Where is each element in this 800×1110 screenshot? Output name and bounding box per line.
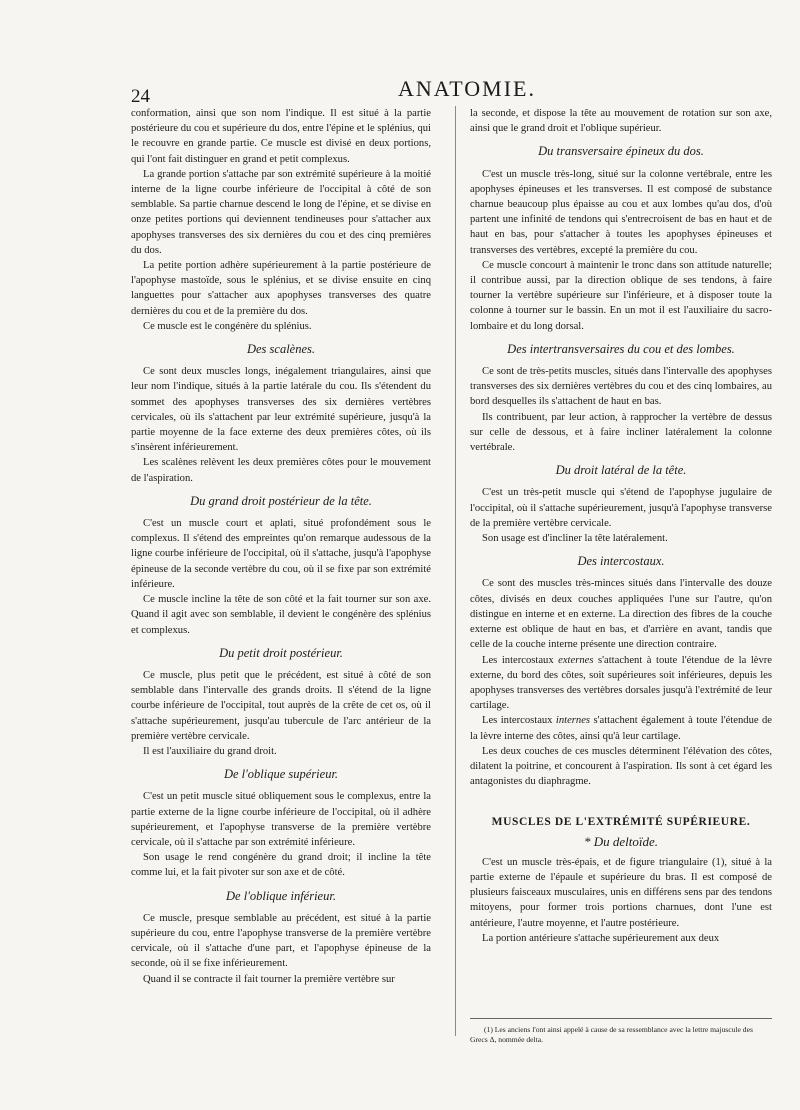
right-column [470,106,772,946]
chapter-heading: MUSCLES DE L'EXTRÉMITÉ SUPÉRIEURE. [491,816,751,829]
paragraph: La portion antérieure s'attache supérieurement aux deux [482,932,720,944]
section-heading-intertransversaires: Des intertransversaires du cou et des lombes. [507,341,735,356]
paragraph: Ce muscle concourt à maintenir le tronc dans son attitude naturelle; il contribue aussi, par la direction oblique de ses tendons, à faire tourner la vertèbre supérieure sur l'inférieure, et à disposer toute la colonne à tourner sur le bassin. En un mot il est l'auxiliaire du sacro-lombaire et du long dorsal. [470,259,772,332]
paragraph: Quand il se contracte il fait tourner la première vertèbre sur [143,973,395,985]
text-run: s'attachent à toute l'étendue de la lèvre externe, du bord des côtes, soit supérieures soit inférieures, depuis les apophyses transverses des vertèbres dorsales jusqu'à l'extrémité de leur cartilage. [470,654,772,712]
paragraph: La grande portion s'attache par son extrémité supérieure à la moitié interne de la ligne courbe inférieure de l'occipital à côté de son semblable. Sa partie charnue descend le long de l'épine, et se divise en onze petites portions qui deviennent tendineuses pour s'attacher aux apophyses transverses des six dernières du cou et des cinq premières du dos. [131,168,431,256]
section-heading-oblique-inferieur: De l'oblique inférieur. [226,888,336,903]
text-run: s'attachent également à toute l'étendue de la lèvre interne des côtes, ainsi qu'à leur cartilage. [470,715,772,742]
paragraph: Ce muscle, plus petit que le précédent, est situé à côté de son semblable dans l'intervalle des grands droits. Il s'étend de la ligne courbe inférieure de l'occipital, tout auprès de la crête de cet os, où il s'attache supérieurement, jusqu'au tubercule de l'arc antérieur de la première vertèbre cervicale. [131,669,431,742]
paragraph: Ce sont deux muscles longs, inégalement triangulaires, ainsi que leur nom l'indique, situés à la partie latérale du cou. Ils s'étendent du sommet des apophyses transverses des six dernières vertèbres cervicales, où ils s'attachent par leur extrémité supérieure, jusqu'à la partie moyenne de la face externe des deux premières côtes, où ils s'insèrent inférieurement. [131,366,431,454]
paragraph: Ce muscle incline la tête de son côté et la fait tourner sur son axe. Quand il agit avec son semblable, il devient le congénère des splénius et complexus. [131,594,431,636]
section-heading-intercostaux: Des intercostaux. [577,554,665,569]
column-divider [455,106,456,1036]
section-heading-deltoide: * Du deltoïde. [583,833,658,849]
paragraph: Il est l'auxiliaire du grand droit. [143,745,277,757]
paragraph: C'est un muscle court et aplati, situé profondément sous le complexus. Il s'étend des empreintes qu'on remarque audessous de la ligne courbe inférieure de l'occipital, où il s'attache, jusqu'à l'apophyse épineuse de la seconde vertèbre du cou, où il se fixe par son extrémité inférieure. [131,518,431,590]
section-heading-grand-droit: Du grand droit postérieur de la tête. [190,493,372,508]
paragraph: Son usage est d'incliner la tête latéralement. [482,533,668,545]
paragraph: C'est un muscle très-épais, et de figure triangulaire (1), situé à la partie externe de l'épaule et supérieure du bras. Il est composé de plusieurs faisceaux musculaires, unis en différens sens par des tendons mitoyens, pour former trois portions charnues, dont l'une est antérieure, l'autre moyenne, et l'autre postérieure. [470,856,772,929]
paragraph: conformation, ainsi que son nom l'indique. Il est situé à la partie postérieure du cou et supérieure du dos, entre l'épine et le splénius, qui le recouvre en grande partie. Ce muscle est divisé en deux portions, qui l'ont fait distinguer en grand et petit complexus. [131,108,431,165]
paragraph: C'est un très-petit muscle qui s'étend de l'apophyse jugulaire de l'occipital, où il s'attache supérieurement, jusqu'à l'apophyse transverse de la première vertèbre cervicale. [470,487,772,529]
section-heading-transversaire: Du transversaire épineux du dos. [538,144,704,159]
paragraph: Son usage le rend congénère du grand droit; il incline la tête comme lui, et la fait pivoter sur son axe et de côté. [131,852,431,879]
text-run: Les intercostaux [482,654,559,666]
paragraph [470,713,772,743]
running-title: ANATOMIE. [398,76,536,101]
paragraph: Les deux couches de ces muscles déterminent l'élévation des côtes, dilatent la poitrine, et concourent à l'aspiration. Ils sont à cet égard les antagonistes du diaphragme. [470,745,772,788]
text-run: Les intercostaux [482,715,556,727]
paragraph: Ce sont de très-petits muscles, situés dans l'intervalle des apophyses transverses des six dernières vertèbres du cou et des cinq lombaires, au bord desquelles ils s'attachent de haut en bas. [470,366,772,408]
paragraph: C'est un petit muscle situé obliquement sous le complexus, entre la partie externe de la ligne courbe inférieure de l'occipital, où il adhère supérieurement, et l'apophyse transverse de la première vertèbre cervicale, où il s'attache par son extrémité inférieure. [131,791,431,848]
left-column [131,106,431,987]
paragraph: Ils contribuent, par leur action, à rapprocher la vertèbre de dessus sur celle de dessous, et à faire incliner latéralement la colonne vertébrale. [470,411,772,454]
paragraph: La petite portion adhère supérieurement à la partie postérieure de l'apophyse mastoïde, sous le splénius, et se divise ensuite en cinq languettes pour s'attacher aux apophyses transverses des quatre dernières du cou et de la première du dos. [131,260,431,317]
section-heading-scalenes: Des scalènes. [246,342,316,357]
footnote: (1) Les anciens l'ont ainsi appelé à cause de sa ressemblance avec la lettre majuscule des Grecs Δ, nommée delta. [470,1025,753,1044]
paragraph: la seconde, et dispose la tête au mouvement de rotation sur son axe, ainsi que le grand droit et l'oblique supérieur. [470,108,772,135]
page-number: 24 [131,86,150,107]
section-heading-oblique-superieur: De l'oblique supérieur. [223,767,339,782]
paragraph: Les scalènes relèvent les deux premières côtes pour le mouvement de l'aspiration. [131,457,431,484]
section-heading-petit-droit: Du petit droit postérieur. [219,645,343,660]
footnote-rule [470,1018,772,1019]
paragraph [470,653,772,714]
emphasis: externes [558,654,594,666]
paragraph: Ce muscle, presque semblable au précédent, est situé à la partie supérieure du cou, entre l'apophyse transverse de la première vertèbre cervicale, où il s'attache d'une part, et l'apophyse épineuse de la seconde, où il se fixe inférieurement. [131,912,431,970]
emphasis: internes [555,715,591,727]
section-heading-droit-lateral: Du droit latéral de la tête. [555,463,687,478]
paragraph: C'est un muscle très-long, situé sur la colonne vertébrale, entre les apophyses épineuses et les transverses. Il est composé de substance charnue beaucoup plus épaisse au cou et aux lombes qu'au dos, d'où partent une infinité de tendons qui s'entrecroisent de bas en haut et de haut en bas, pour s'attacher à toutes les apophyses épineuses et transverses des vertèbres, excepté la première du cou. [470,168,772,256]
paragraph: Ce muscle est le congénère du splénius. [143,320,312,332]
paragraph: Ce sont des muscles très-minces situés dans l'intervalle des douze côtes, divisés en deux couches appliquées l'une sur l'autre, qu'on distingue en interne et en externe. La direction des fibres de la couche externe est oblique de haut en bas, et d'arrière en avant, tandis que celle de la couche interne présente une direction contraire. [470,578,772,651]
